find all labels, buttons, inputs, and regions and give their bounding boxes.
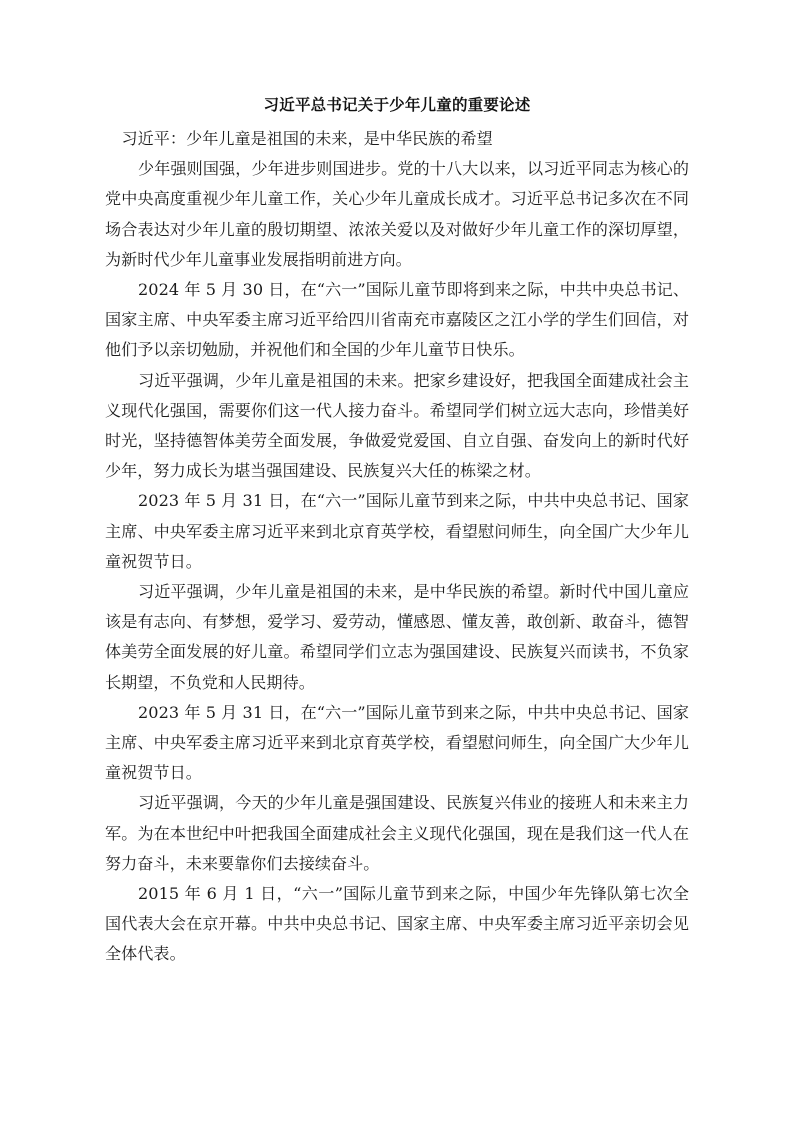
paragraph-list xyxy=(105,124,689,970)
paragraph: 习近平：少年儿童是祖国的未来，是中华民族的希望 xyxy=(121,129,493,148)
paragraph: 习近平强调，今天的少年儿童是强国建设、民族复兴伟业的接班人和未来主力军。为在本世纪中叶把我国全面建成社会主义现代化强国，现在是我们这一代人在努力奋斗，未来要靠你们去接续奋斗。 xyxy=(105,793,689,873)
paragraph: 2023 年 5 月 31 日，在“六一”国际儿童节到来之际，中共中央总书记、国家主席、中央军委主席习近平来到北京育英学校，看望慰问师生，向全国广大少年儿童祝贺节日。 xyxy=(105,702,689,783)
paragraph: 少年强则国强，少年进步则国进步。党的十八大以来，以习近平同志为核心的党中央高度重视少年儿童工作，关心少年儿童成长成才。习近平总书记多次在不同场合表达对少年儿童的殷切期望、浓浓关爱以及对做好少年儿童工作的深切厚望，为新时代少年儿童事业发展指明前进方向。 xyxy=(105,159,689,269)
paragraph: 习近平强调，少年儿童是祖国的未来，是中华民族的希望。新时代中国儿童应该是有志向、有梦想，爱学习、爱劳动，懂感恩、懂友善，敢创新、敢奋斗，德智体美劳全面发展的好儿童。希望同学们立志为强国建设、民族复兴而读书，不负家长期望，不负党和人民期待。 xyxy=(105,582,689,692)
document-body xyxy=(105,92,689,970)
page-title: 习近平总书记关于少年儿童的重要论述 xyxy=(263,96,531,114)
paragraph: 2024 年 5 月 30 日，在“六一”国际儿童节即将到来之际，中共中央总书记、国家主席、中央军委主席习近平给四川省南充市嘉陵区之江小学的学生们回信，对他们予以亲切勉励，并祝他们和全国的少年儿童节日快乐。 xyxy=(105,280,689,360)
paragraph: 2015 年 6 月 1 日，“六一”国际儿童节到来之际，中国少年先锋队第七次全国代表大会在京开幕。中共中央总书记、国家主席、中央军委主席习近平亲切会见全体代表。 xyxy=(105,884,689,964)
paragraph: 2023 年 5 月 31 日，在“六一”国际儿童节到来之际，中共中央总书记、国家主席、中央军委主席习近平来到北京育英学校，看望慰问师生，向全国广大少年儿童祝贺节日。 xyxy=(105,491,689,571)
paragraph: 习近平强调，少年儿童是祖国的未来。把家乡建设好，把我国全面建成社会主义现代化强国，需要你们这一代人接力奋斗。希望同学们树立远大志向，珍惜美好时光，坚持德智体美劳全面发展，争做爱党爱国、自立自强、奋发向上的新时代好少年，努力成长为堪当强国建设、民族复兴大任的栋梁之材。 xyxy=(105,370,689,481)
